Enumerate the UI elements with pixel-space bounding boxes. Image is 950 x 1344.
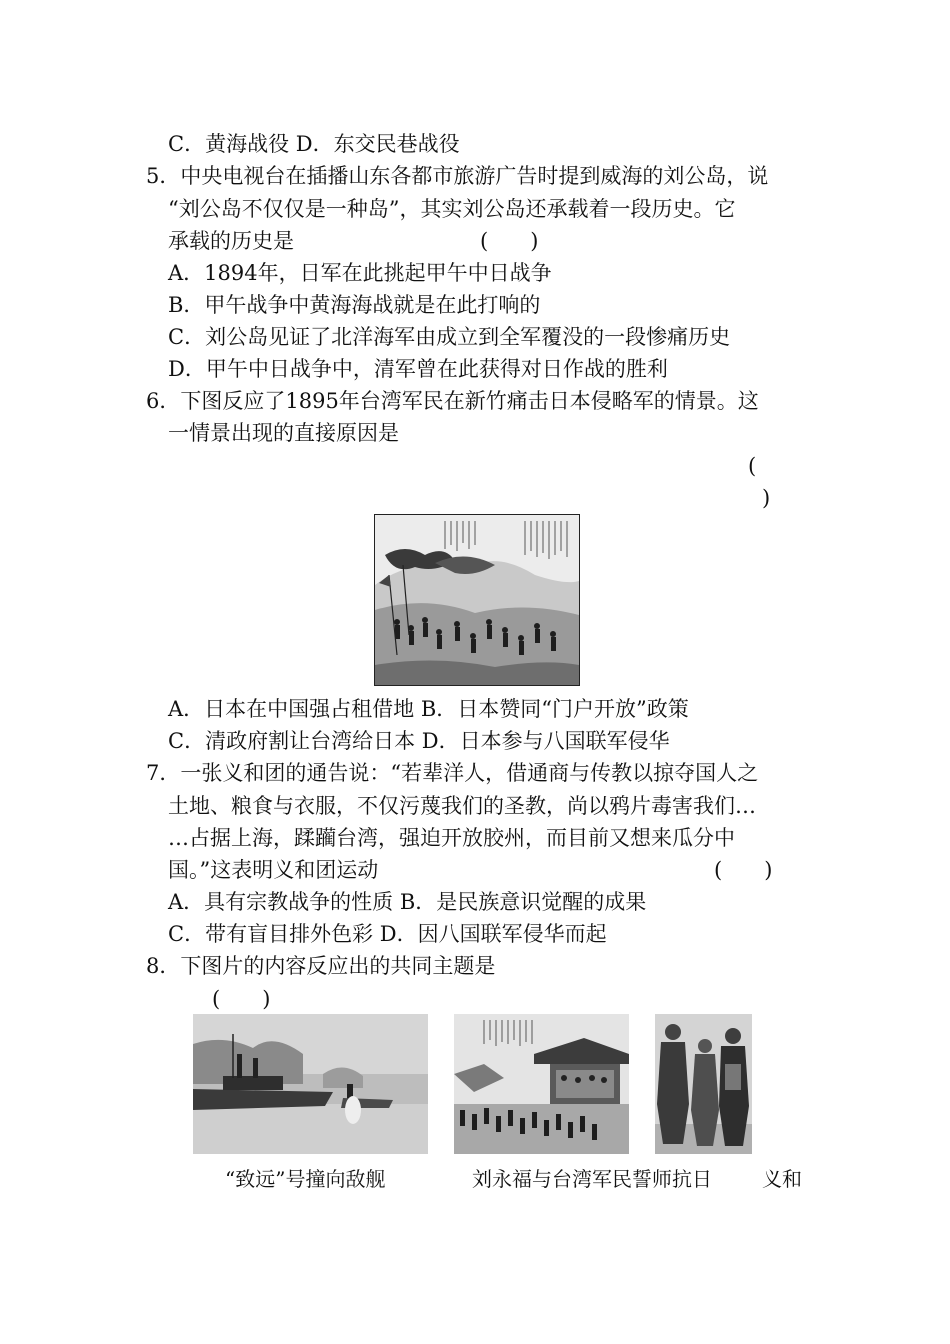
q8-stem: 8．下图片的内容反应出的共同主题是 <box>146 954 496 978</box>
q5-stem-line3: 承载的历史是 <box>168 229 294 253</box>
q5-option-b: B．甲午战争中黄海海战就是在此打响的 <box>168 293 541 317</box>
q5-option-c: C．刘公岛见证了北洋海军由成立到全军覆没的一段惨痛历史 <box>168 325 731 349</box>
boxer-soldiers-photo <box>655 1014 752 1154</box>
hsinchu-battle-illustration <box>374 514 580 686</box>
q6-stem-line2: 一情景出现的直接原因是 <box>168 421 399 445</box>
q6-stem-line1: 6．下图反应了1895年台湾军民在新竹痛击日本侵略军的情景。这 <box>146 389 759 413</box>
q7-options-ab: A．具有宗教战争的性质 B．是民族意识觉醒的成果 <box>168 890 647 914</box>
q7-stem-line1: 7．一张义和团的通告说：“若辈洋人，借通商与传教以掠夺国人之 <box>146 761 759 785</box>
q7-stem-line4: 国。”这表明义和团运动 <box>168 858 379 882</box>
q5-answer-paren: ( ) <box>480 229 539 253</box>
liu-yongfu-illustration <box>454 1014 629 1154</box>
zhiyuan-warship-photo <box>193 1014 428 1154</box>
q5-option-d: D．甲午中日战争中，清军曾在此获得对日作战的胜利 <box>168 357 668 381</box>
q5-option-a: A．1894年，日军在此挑起甲午中日战争 <box>168 261 552 285</box>
q6-answer-paren-close: ) <box>762 486 771 510</box>
q7-answer-paren: ( ) <box>714 858 773 882</box>
caption-liu-yongfu: 刘永福与台湾军民誓师抗日 <box>472 1167 712 1191</box>
q6-options-ab: A．日本在中国强占租借地 B．日本赞同“门户开放”政策 <box>168 697 689 721</box>
q5-stem-line1: 5．中央电视台在插播山东各都市旅游广告时提到威海的刘公岛，说 <box>146 164 769 188</box>
q7-stem-line3: …占据上海，蹂躏台湾，强迫开放胶州，而目前又想来瓜分中 <box>168 826 735 850</box>
q6-answer-paren-open: ( <box>748 454 757 478</box>
q5-stem-line2: “刘公岛不仅仅是一种岛”，其实刘公岛还承载着一段历史。它 <box>168 197 736 221</box>
q8-answer-paren: ( ) <box>212 987 271 1011</box>
q7-stem-line2: 土地、粮食与衣服，不仅污蔑我们的圣教，尚以鸦片毒害我们… <box>168 794 756 818</box>
q6-options-cd: C．清政府割让台湾给日本 D．日本参与八国联军侵华 <box>168 729 670 753</box>
caption-zhiyuan: “致远”号撞向敌舰 <box>225 1167 386 1191</box>
caption-boxer: 义和 <box>762 1167 802 1191</box>
q7-options-cd: C．带有盲目排外色彩 D．因八国联军侵华而起 <box>168 922 607 946</box>
q4-option-cd: C．黄海战役 D．东交民巷战役 <box>168 132 460 156</box>
